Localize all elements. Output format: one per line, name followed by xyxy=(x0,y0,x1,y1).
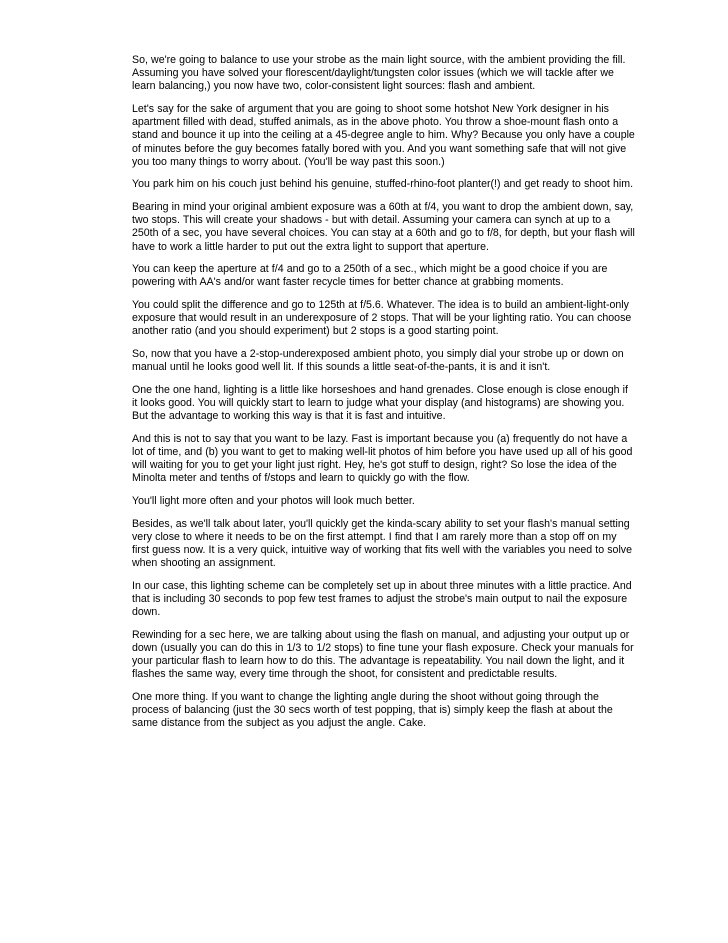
paragraph-13: Rewinding for a sec here, we are talking about using the flash on manual, and adjusting your output up or down (usually you can do this in 1/3 to 1/2 stops) to fine tune your flash exposure. Check your manuals for your particular flash to learn how to do this. The advantage is repeatability. You nail down the light, and it flashes the same way, every time through the shoot, for consistent and predictable results. xyxy=(132,628,634,681)
paragraph-3: You park him on his couch just behind his genuine, stuffed-rhino-foot planter(!) and get ready to shoot him. xyxy=(132,178,634,191)
document-body xyxy=(132,54,636,740)
paragraph-7: So, now that you have a 2-stop-underexposed ambient photo, you simply dial your strobe up or down on manual until he looks good well lit. If this sounds a little seat-of-the-pants, it is and it isn't. xyxy=(132,348,624,374)
paragraph-8: One the one hand, lighting is a little like horseshoes and hand grenades. Close enough is close enough if it looks good. You will quickly start to learn to judge what your display (and histograms) are showing you. But the advantage to working this way is that it is fast and intuitive. xyxy=(132,383,628,423)
paragraph-6: You could split the difference and go to 125th at f/5.6. Whatever. The idea is to build an ambient-light-only exposure that would result in an underexposure of 2 stops. That will be your lighting ratio. You can choose another ratio (and you should experiment) but 2 stops is a good starting point. xyxy=(132,299,632,338)
paragraph-2: Let's say for the sake of argument that you are going to shoot some hotshot New York designer in his apartment filled with dead, stuffed animals, as in the above photo. You throw a shoe-mount flash onto a stand and bounce it up into the ceiling at a 45-degree angle to him. Why? Because you only have a couple of minutes before the guy becomes fatally bored with you. And you want something safe that will not give you too many things to worry about. (You'll be way past this soon.) xyxy=(132,103,635,168)
paragraph-12: In our case, this lighting scheme can be completely set up in about three minutes with a little practice. And that is including 30 seconds to pop few test frames to adjust the strobe's main output to nail the exposure down. xyxy=(132,579,632,619)
paragraph-10: You'll light more often and your photos will look much better. xyxy=(132,495,415,507)
paragraph-14: One more thing. If you want to change the lighting angle during the shoot without going through the process of balancing (just the 30 secs worth of test popping, that is) simply keep the flash at about the same distance from the subject as you adjust the angle. Cake. xyxy=(132,691,613,730)
paragraph-11: Besides, as we'll talk about later, you'll quickly get the kinda-scary ability to set your flash's manual setting very close to where it needs to be on the first attempt. I find that I am rarely more than a stop off on my first guess now. It is a very quick, intuitive way of working that fits well with the variables you need to solve when shooting an assignment. xyxy=(132,517,632,570)
paragraph-4: Bearing in mind your original ambient exposure was a 60th at f/4, you want to drop the ambient down, say, two stops. This will create your shadows - but with detail. Assuming your camera can synch at up to a 250th of a sec, you have several choices. You can stay at a 60th and go to f/8, for depth, but your flash will have to work a little harder to put out the extra light to support that aperture. xyxy=(132,201,635,253)
paragraph-9: And this is not to say that you want to be lazy. Fast is important because you (a) frequently do not have a lot of time, and (b) you want to get to making well-lit photos of him before you have used up all of his good will waiting for you to get your light just right. Hey, he's got stuff to design, right? So lose the idea of the Minolta meter and tenths of f/stops and learn to quickly go with the flow. xyxy=(132,432,633,485)
paragraph-5: You can keep the aperture at f/4 and go to a 250th of a sec., which might be a good choice if you are powering with AA's and/or want faster recycle times for better chance at grabbing moments. xyxy=(132,263,608,289)
paragraph-1: So, we're going to balance to use your strobe as the main light source, with the ambient providing the fill. Assuming you have solved your florescent/daylight/tungsten color issues (which we will tackle after we learn balancing,) you now have two, color-consistent light sources: flash and ambient. xyxy=(132,54,626,93)
